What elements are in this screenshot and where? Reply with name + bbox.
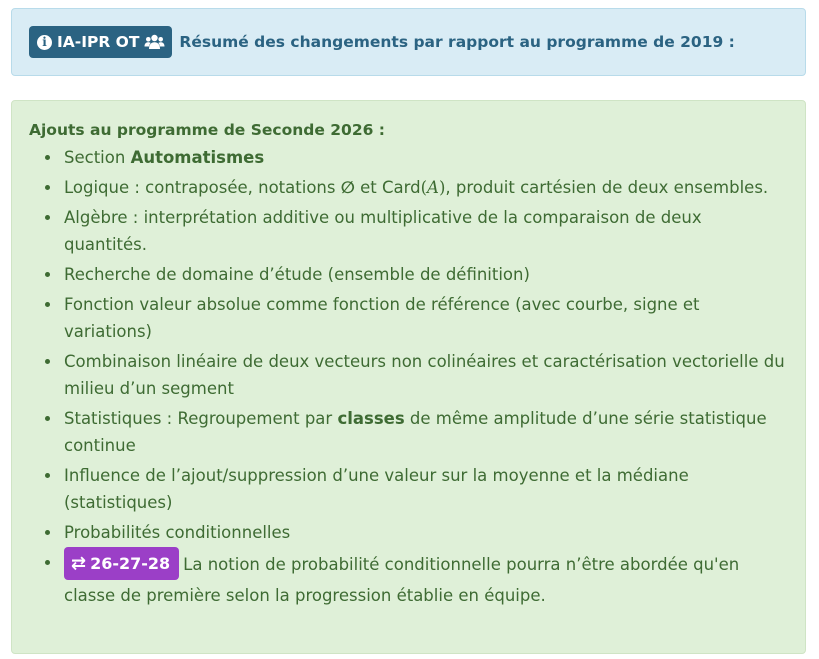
item-text: Logique : contraposée, notations <box>64 178 341 197</box>
item-text: , produit cartésien de deux ensembles. <box>445 178 769 197</box>
users-group-icon <box>144 34 165 50</box>
list-item-note-progression <box>29 549 789 609</box>
math-variable: A <box>427 178 439 197</box>
progression-badge-label: 26-27-28 <box>90 554 171 573</box>
item-text: Fonction valeur absolue comme fonction de référence (avec courbe, signe et variations) <box>64 295 700 341</box>
card-notation: Card <box>381 178 421 197</box>
list-item-algebre <box>29 204 789 258</box>
item-bold-text: classes <box>337 409 405 428</box>
ia-ipr-badge-label: IA-IPR OT <box>57 33 140 51</box>
item-text: Statistiques : Regroupement par <box>64 409 338 428</box>
empty-set-symbol: ∅ <box>340 178 355 197</box>
list-item-vecteurs <box>29 348 789 402</box>
info-alert-box <box>11 8 806 76</box>
math-paren-open: ( <box>420 178 428 197</box>
item-bold-text: Automatismes <box>130 148 265 167</box>
swap-arrows-icon: ⇄ <box>71 552 87 574</box>
item-text: La notion de probabilité conditionnelle pourra n’être abordée qu'en classe de première selon la progression établie en équipe. <box>64 555 740 605</box>
math-paren-close: ) <box>438 178 446 197</box>
list-item-statistiques <box>29 405 789 459</box>
info-circle-icon: i <box>37 35 52 50</box>
list-item-valeur-absolue <box>29 291 789 345</box>
item-text: Recherche de domaine d’étude (ensemble de définition) <box>64 265 530 284</box>
item-text: de même amplitude d’une série statistique continue <box>64 409 767 455</box>
list-item-domaine <box>29 261 789 288</box>
item-text: et <box>354 178 382 197</box>
ia-ipr-badge[interactable] <box>29 26 172 58</box>
item-text: Combinaison linéaire de deux vecteurs non colinéaires et caractérisation vectorielle du milieu d’un segment <box>64 352 785 398</box>
additions-list <box>29 144 789 609</box>
item-text: Section <box>64 148 131 167</box>
progression-badge[interactable] <box>64 547 179 580</box>
item-text: Algèbre : interprétation additive ou multiplicative de la comparaison de deux quantités. <box>64 208 702 254</box>
additions-box <box>11 100 806 654</box>
additions-heading: Ajouts au programme de Seconde 2026 : <box>29 121 386 139</box>
list-item-automatismes <box>29 144 789 171</box>
list-item-logique <box>29 174 789 201</box>
list-item-moyenne-mediane <box>29 462 789 516</box>
item-text: Influence de l’ajout/suppression d’une valeur sur la moyenne et la médiane (statistiques) <box>64 466 689 512</box>
item-text: Probabilités conditionnelles <box>64 523 291 542</box>
list-item-probabilites <box>29 519 789 546</box>
summary-title: Résumé des changements par rapport au programme de 2019 : <box>179 33 735 51</box>
